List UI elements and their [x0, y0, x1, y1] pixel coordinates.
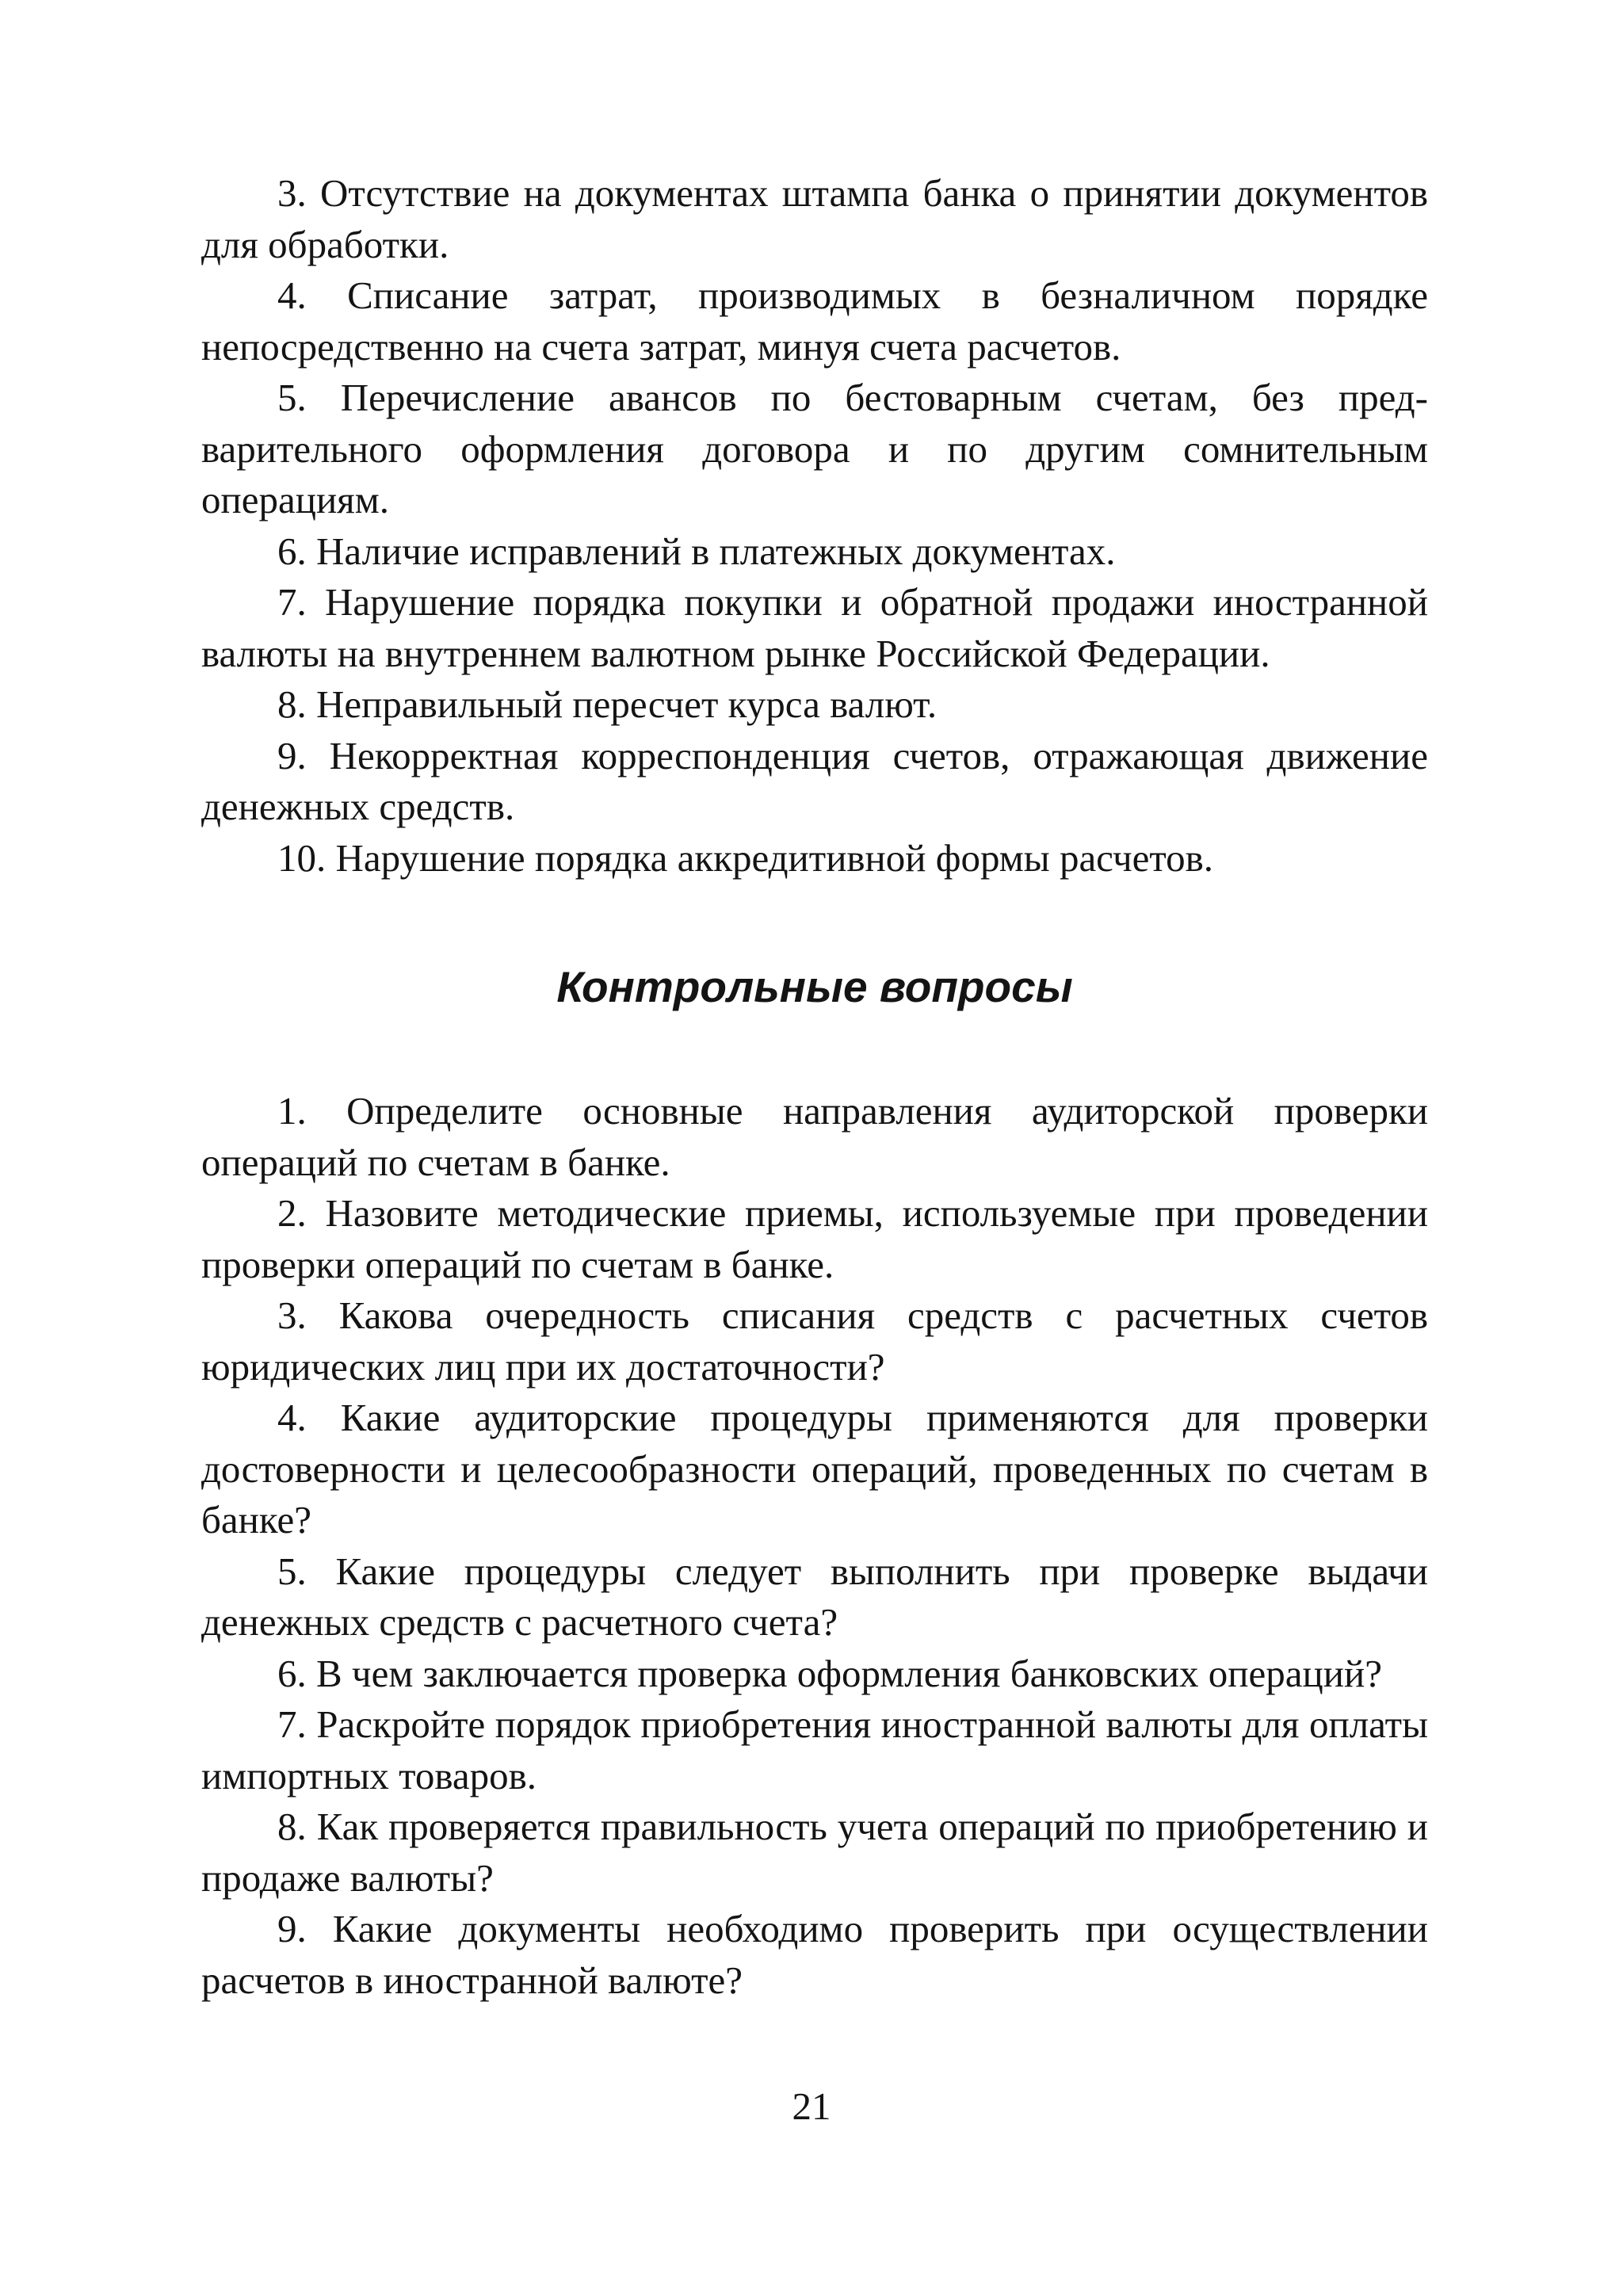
question-item: 3. Какова очередность списания средств с расчетных счетов юридических лиц при их достаточности? [201, 1293, 1428, 1389]
question-item: 4. Какие аудиторские процедуры применяются для проверки достоверности и целесообразности операций, проведенных по счетам в банке? [201, 1396, 1428, 1541]
list-item: 10. Нарушение порядка аккредитивной формы расчетов. [277, 835, 1214, 880]
question-item: 9. Какие документы необходимо проверить при осуществлении расчетов в иностранной валюте? [201, 1907, 1428, 2002]
question-item: 1. Определите основные направления аудиторской проверки операций по счетам в банке. [201, 1089, 1428, 1184]
question-item: 8. Как проверяется правильность учета операций по приобретению и продаже валюты? [201, 1805, 1428, 1900]
control-questions-list [201, 1086, 1428, 2006]
list-item: 3. Отсутствие на документах штампа банка о принятии документов для обработки. [201, 171, 1428, 266]
list-item: 8. Неправильный пересчет курса валют. [277, 682, 938, 726]
question-item: 5. Какие процедуры следует выполнить при проверке выдачи денежных средств с расчетного счета? [201, 1549, 1428, 1644]
list-item: 7. Нарушение порядка покупки и обратной продажи иностранной валюты на внутреннем валютном рынке Российской Федерации. [201, 580, 1428, 675]
section-heading: Контрольные вопросы [556, 962, 1073, 1011]
list-item: 4. Списание затрат, производимых в безналичном порядке непосредственно на счета затрат, минуя счета расчетов. [201, 273, 1428, 369]
question-item: 6. В чем заключается проверка оформления банковских операций? [277, 1651, 1382, 1695]
section-heading-wrap [201, 959, 1428, 1014]
question-item: 2. Назовите методические приемы, используемые при проведении проверки операций по счетам в банке. [201, 1191, 1428, 1286]
list-item: 6. Наличие исправлений в платежных документах. [277, 529, 1116, 573]
page-number: 21 [792, 2084, 831, 2128]
list-item: 5. Перечисление авансов по бестоварным счетам, без предварительного оформления договора и по другим сомнительным операциям. [201, 376, 1428, 521]
violations-list [201, 168, 1428, 884]
page-content [201, 168, 1428, 2006]
list-item: 9. Некорректная корреспонденция счетов, отражающая движение денежных средств. [201, 733, 1428, 828]
question-item: 7. Раскройте порядок приобретения иностранной валюты для оплаты импортных товаров. [201, 1702, 1428, 1797]
